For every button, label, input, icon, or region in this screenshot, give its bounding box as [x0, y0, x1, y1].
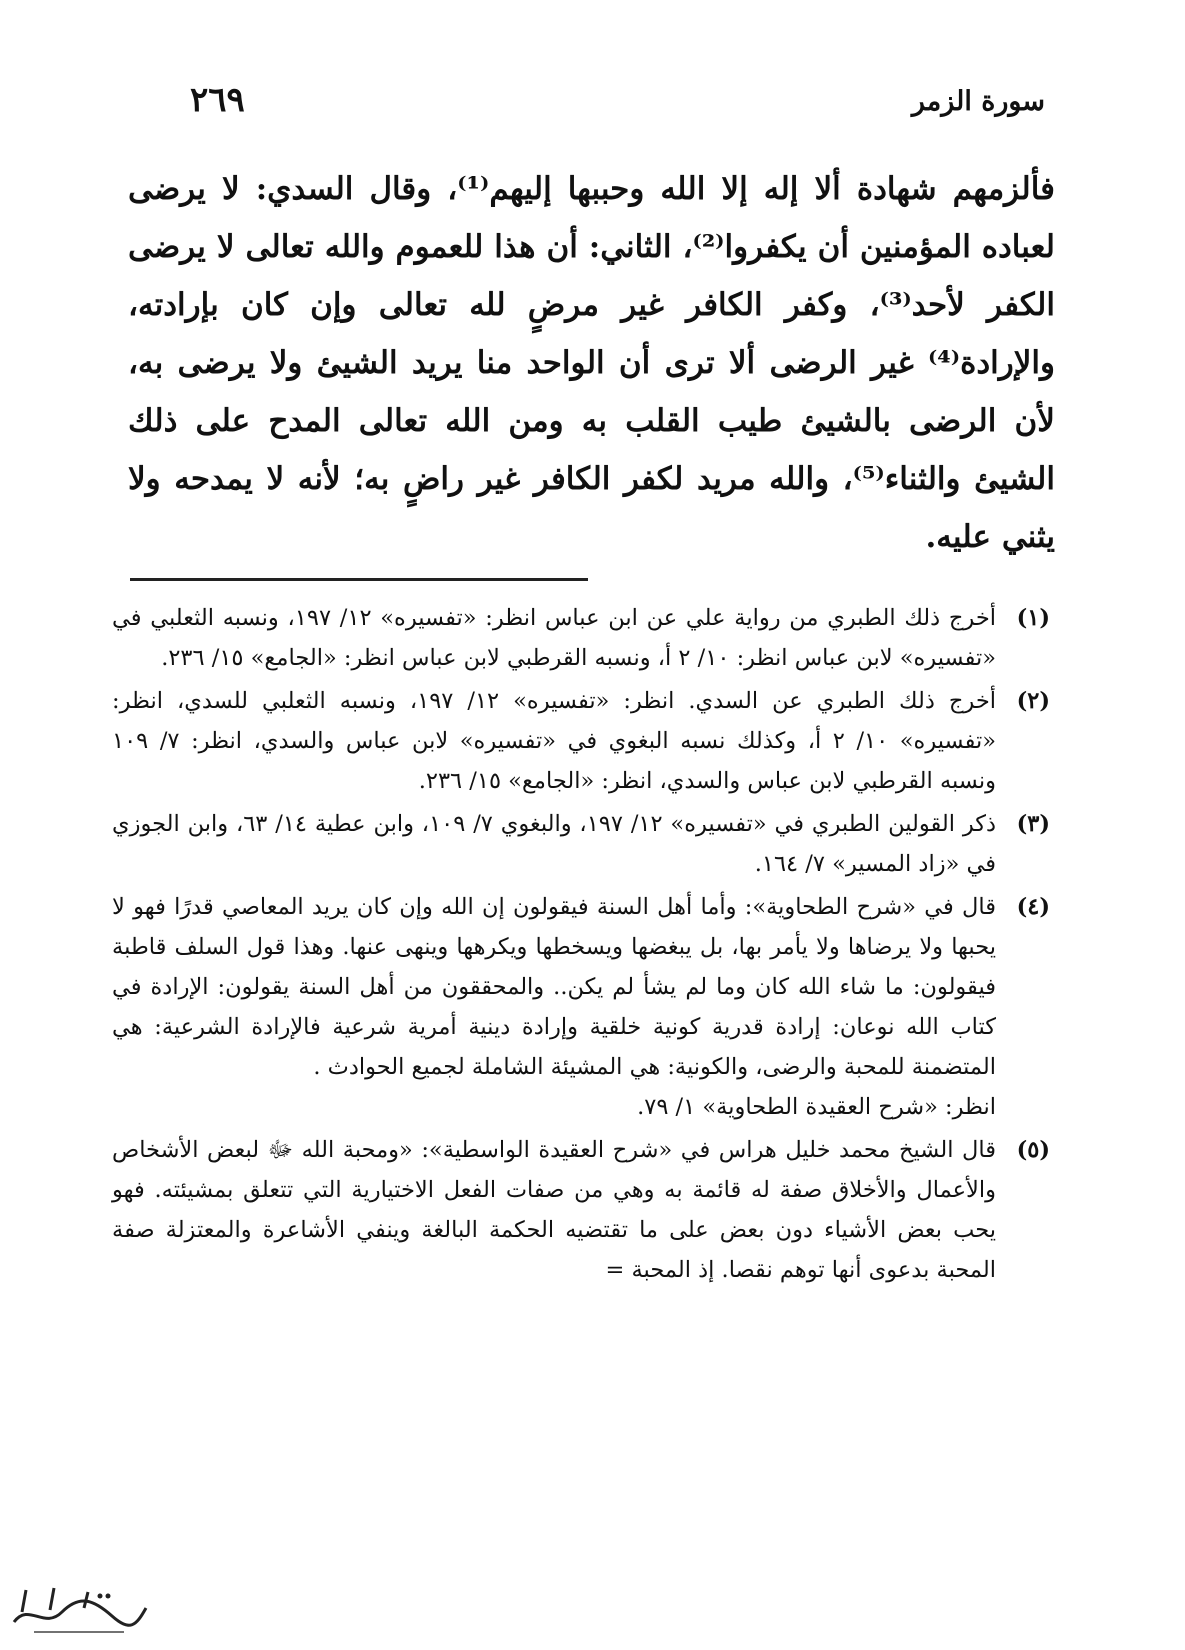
- footnote-number: (٣): [1016, 811, 1050, 837]
- footnote-number: (٢): [1016, 688, 1050, 714]
- footnote-paragraph: أخرج ذلك الطبري عن السدي. انظر: «تفسيره» ١٢/ ١٩٧، ونسبه الثعلبي للسدي، انظر: «تفسيره» ١٠/ ٢ أ، وكذلك نسبه البغوي في «تفسيره» لابن عباس والسدي، انظر: ٧/ ١٠٩ ونسبه القرطبي لابن عباس والسدي، انظر: «الجامع» ١٥/ ٢٣٦.: [112, 688, 997, 794]
- footnote-paragraph: قال الشيخ محمد خليل هراس في «شرح العقيدة الواسطية»: «ومحبة الله ﷻ لبعض الأشخاص والأعمال والأخلاق صفة له قائمة به وهي من صفات الفعل الاختيارية التي تتعلق بمشيئته. فهو يحب بعض الأشياء دون بعض على ما تقتضيه الحكمة البالغة وينفي الأشاعرة والمعتزلة صفة المحبة بدعوى أنها توهم نقصا. إذ المحبة =: [112, 1137, 996, 1283]
- footnotes: [112, 598, 1050, 1293]
- main-text: [128, 160, 1055, 566]
- footnote-text: [112, 681, 996, 801]
- footnote-paragraph: ذكر القولين الطبري في «تفسيره» ١٢/ ١٩٧، والبغوي ٧/ ١٠٩، وابن عطية ١٤/ ٦٣، وابن الجوزي في «زاد المسير» ٧/ ١٦٤.: [112, 811, 997, 877]
- main-paragraph: فألزمهم شهادة ألا إله إلا الله وحببها إليهم⁽¹⁾، وقال السدي: لا يرضى لعباده المؤمنين أن يكفروا⁽²⁾، الثاني: أن هذا للعموم والله تعالى لا يرضى الكفر لأحد⁽³⁾، وكفر الكافر غير مرضٍ لله تعالى وإن كان بإرادته، والإرادة⁽⁴⁾ غير الرضى ألا ترى أن الواحد منا يريد الشيئ ولا يرضى به، لأن الرضى بالشيئ طيب القلب به ومن الله تعالى المدح على ذلك الشيئ والثناء⁽⁵⁾، والله مريد لكفر الكافر غير راضٍ به؛ لأنه لا يمدحه ولا يثني عليه.: [128, 171, 1055, 555]
- footnote-4: [112, 887, 1050, 1127]
- footnote-2: [112, 681, 1050, 801]
- footnote-text: [112, 1130, 996, 1290]
- surah-name: سورة الزمر: [911, 86, 1045, 117]
- library-seal-logo: [4, 1582, 154, 1640]
- footnote-paragraph: قال في «شرح الطحاوية»: وأما أهل السنة فيقولون إن الله وإن كان يريد المعاصي قدرًا فهو لا يحبها ولا يرضاها ولا يأمر بها، بل يبغضها ويسخطها ويكرهها وينهى عنها. وهذا قول السلف قاطبة فيقولون: ما شاء الله كان وما لم يشأ لم يكن.. والمحققون من أهل السنة يقولون: الإرادة في كتاب الله نوعان: إرادة قدرية كونية خلقية وإرادة دينية أمرية شرعية فالإرادة الشرعية: هي المتضمنة للمحبة والرضى، والكونية: هي المشيئة الشاملة لجميع الحوادث .: [112, 894, 996, 1080]
- footnote-1: [112, 598, 1050, 678]
- footnote-3: [112, 804, 1050, 884]
- footnote-number: (٤): [1016, 894, 1050, 920]
- footnote-reference: انظر: «شرح العقيدة الطحاوية» ١/ ٧٩.: [637, 1094, 996, 1120]
- footnote-text: [112, 598, 996, 678]
- footnote-number: (٥): [1016, 1137, 1050, 1163]
- footnote-divider: [130, 578, 588, 581]
- footnote-text: [112, 804, 996, 884]
- page-number: ٢٦٩: [190, 80, 245, 120]
- page-header: [110, 78, 1045, 138]
- footnote-paragraph: أخرج ذلك الطبري من رواية علي عن ابن عباس انظر: «تفسيره» ١٢/ ١٩٧، ونسبه الثعلبي في «تفسيره» لابن عباس انظر: ١٠/ ٢ أ، ونسبه القرطبي لابن عباس انظر: «الجامع» ١٥/ ٢٣٦.: [112, 605, 997, 671]
- footnote-number: (١): [1016, 605, 1050, 631]
- footnote-5: [112, 1130, 1050, 1290]
- footnote-text: [112, 887, 996, 1127]
